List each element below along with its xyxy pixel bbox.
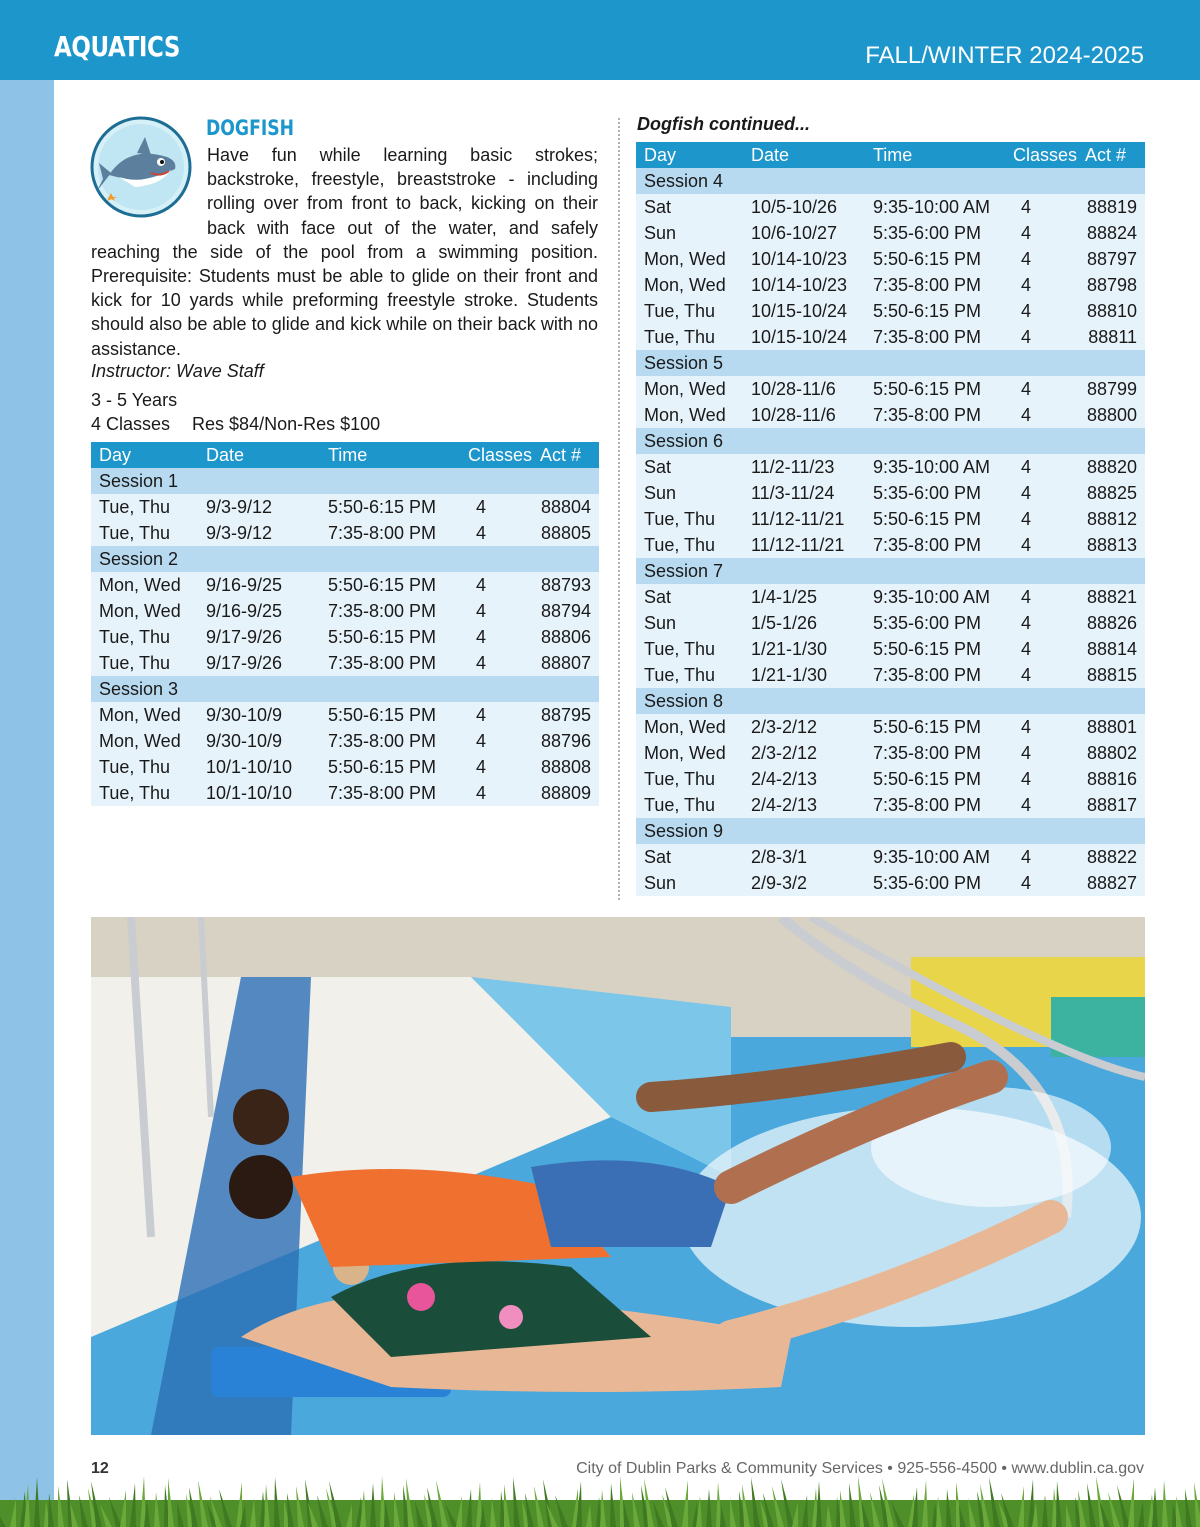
- table-row: [636, 740, 1145, 766]
- cell-classes: 4: [1005, 844, 1077, 870]
- cell-date: 9/3-9/12: [198, 494, 320, 520]
- cell-day: Tue, Thu: [636, 636, 743, 662]
- cell-time: 5:35-6:00 PM: [865, 220, 1005, 246]
- cell-day: Tue, Thu: [91, 624, 198, 650]
- grass-decoration: [0, 1470, 1200, 1527]
- cell-act: 88802: [1077, 740, 1145, 766]
- table-row: [636, 272, 1145, 298]
- table-row: [91, 650, 599, 676]
- section-title: AQUATICS: [54, 30, 180, 63]
- table-header-row: [636, 142, 1145, 168]
- cell-time: 7:35-8:00 PM: [865, 792, 1005, 818]
- table-row: [91, 702, 599, 728]
- cell-act: 88801: [1077, 714, 1145, 740]
- cell-classes: 4: [1005, 532, 1077, 558]
- table-row: [636, 870, 1145, 896]
- cell-day: Tue, Thu: [636, 532, 743, 558]
- table-row: [91, 780, 599, 806]
- cell-time: 7:35-8:00 PM: [320, 650, 460, 676]
- footer-contact: City of Dublin Parks & Community Services • 925-556-4500 • www.dublin.ca.gov: [576, 1460, 1144, 1477]
- table-row: [636, 220, 1145, 246]
- continued-label: Dogfish continued...: [637, 114, 810, 134]
- cell-act: 88822: [1077, 844, 1145, 870]
- cell-classes: 4: [1005, 324, 1077, 350]
- schedule-table-right: [636, 142, 1145, 896]
- cell-date: 10/6-10/27: [743, 220, 865, 246]
- schedule-table-left: [91, 442, 599, 806]
- cell-classes: 4: [1005, 636, 1077, 662]
- cell-time: 5:50-6:15 PM: [865, 298, 1005, 324]
- cell-day: Mon, Wed: [636, 246, 743, 272]
- cell-time: 5:50-6:15 PM: [865, 376, 1005, 402]
- price: Res $84/Non-Res $100: [192, 414, 381, 434]
- cell-date: 9/16-9/25: [198, 572, 320, 598]
- table-row: [91, 728, 599, 754]
- session-label: Session 9: [636, 818, 1145, 844]
- cell-date: 2/3-2/12: [743, 740, 865, 766]
- header-classes: Classes: [460, 442, 532, 468]
- cell-time: 9:35-10:00 AM: [865, 844, 1005, 870]
- session-label: Session 6: [636, 428, 1145, 454]
- cell-classes: 4: [1005, 298, 1077, 324]
- cell-day: Sat: [636, 454, 743, 480]
- cell-classes: 4: [1005, 766, 1077, 792]
- cell-act: 88800: [1077, 402, 1145, 428]
- cell-classes: 4: [1005, 662, 1077, 688]
- cell-classes: 4: [1005, 870, 1077, 896]
- class-description: [91, 143, 598, 361]
- table-row: [91, 572, 599, 598]
- table-header-row: [91, 442, 599, 468]
- session-label: Session 3: [91, 676, 599, 702]
- cell-date: 9/30-10/9: [198, 728, 320, 754]
- cell-classes: 4: [1005, 714, 1077, 740]
- table-row: [91, 598, 599, 624]
- cell-date: 2/4-2/13: [743, 766, 865, 792]
- cell-day: Mon, Wed: [636, 714, 743, 740]
- table-row: [636, 246, 1145, 272]
- cell-act: 88827: [1077, 870, 1145, 896]
- cell-act: 88816: [1077, 766, 1145, 792]
- cell-act: 88805: [532, 520, 599, 546]
- cell-classes: 4: [1005, 480, 1077, 506]
- header-day: Day: [636, 142, 743, 168]
- table-row: [636, 376, 1145, 402]
- table-row: [636, 402, 1145, 428]
- cell-time: 5:50-6:15 PM: [320, 624, 460, 650]
- session-label: Session 8: [636, 688, 1145, 714]
- cell-act: 88799: [1077, 376, 1145, 402]
- header-act: Act #: [1077, 142, 1145, 168]
- cell-day: Tue, Thu: [91, 494, 198, 520]
- cell-time: 5:35-6:00 PM: [865, 870, 1005, 896]
- cell-day: Tue, Thu: [636, 298, 743, 324]
- cell-date: 2/9-3/2: [743, 870, 865, 896]
- header-day: Day: [91, 442, 198, 468]
- class-fees: [91, 414, 380, 435]
- table-row: [636, 506, 1145, 532]
- header-date: Date: [198, 442, 320, 468]
- cell-classes: 4: [1005, 610, 1077, 636]
- class-title: DOGFISH: [206, 116, 295, 140]
- cell-act: 88809: [532, 780, 599, 806]
- table-row: [636, 584, 1145, 610]
- age-range: 3 - 5 Years: [91, 390, 178, 410]
- cell-date: 11/12-11/21: [743, 532, 865, 558]
- column-divider: [618, 118, 620, 900]
- cell-day: Mon, Wed: [91, 572, 198, 598]
- cell-date: 11/3-11/24: [743, 480, 865, 506]
- cell-act: 88804: [532, 494, 599, 520]
- cell-time: 7:35-8:00 PM: [865, 740, 1005, 766]
- cell-time: 5:50-6:15 PM: [865, 506, 1005, 532]
- cell-time: 5:50-6:15 PM: [320, 702, 460, 728]
- session-row: [91, 468, 599, 494]
- cell-day: Mon, Wed: [91, 598, 198, 624]
- cell-time: 7:35-8:00 PM: [865, 272, 1005, 298]
- cell-day: Mon, Wed: [636, 376, 743, 402]
- table-row: [636, 610, 1145, 636]
- cell-time: 5:50-6:15 PM: [320, 572, 460, 598]
- session-label: Session 5: [636, 350, 1145, 376]
- table-row: [636, 792, 1145, 818]
- cell-classes: 4: [1005, 402, 1077, 428]
- table-row: [636, 480, 1145, 506]
- cell-day: Tue, Thu: [91, 520, 198, 546]
- cell-date: 11/12-11/21: [743, 506, 865, 532]
- cell-time: 9:35-10:00 AM: [865, 584, 1005, 610]
- cell-classes: 4: [1005, 220, 1077, 246]
- cell-day: Mon, Wed: [636, 272, 743, 298]
- table-row: [636, 766, 1145, 792]
- cell-act: 88794: [532, 598, 599, 624]
- cell-date: 10/15-10/24: [743, 324, 865, 350]
- table-row: [91, 624, 599, 650]
- cell-date: 10/1-10/10: [198, 754, 320, 780]
- cell-act: 88806: [532, 624, 599, 650]
- table-row: [91, 520, 599, 546]
- cell-classes: 4: [460, 624, 532, 650]
- cell-act: 88815: [1077, 662, 1145, 688]
- cell-day: Sun: [636, 610, 743, 636]
- session-label: Session 7: [636, 558, 1145, 584]
- cell-classes: 4: [1005, 792, 1077, 818]
- header-time: Time: [865, 142, 1005, 168]
- season-label: FALL/WINTER 2024-2025: [865, 42, 1144, 69]
- cell-date: 1/21-1/30: [743, 662, 865, 688]
- side-bar: [0, 80, 54, 1527]
- class-count: 4 Classes: [91, 414, 171, 434]
- cell-act: 88796: [532, 728, 599, 754]
- cell-time: 7:35-8:00 PM: [320, 598, 460, 624]
- description-text: Have fun while learning basic strokes; backstroke, freestyle, breaststroke - including rolling over from front to back, kicking on their back with face out of the water, and safely reaching the side of the pool from a swimming position. Prerequisite: Students must be able to glide on their front and kick for 10 yards while preforming freestyle stroke. Students should also be able to glide and kick while on their back with no assistance.: [91, 145, 598, 359]
- cell-date: 10/28-11/6: [743, 402, 865, 428]
- header-date: Date: [743, 142, 865, 168]
- table-row: [636, 454, 1145, 480]
- page-header: [0, 0, 1200, 80]
- cell-date: 9/16-9/25: [198, 598, 320, 624]
- cell-act: 88819: [1077, 194, 1145, 220]
- cell-classes: 4: [460, 728, 532, 754]
- table-row: [91, 754, 599, 780]
- header-act: Act #: [532, 442, 599, 468]
- cell-act: 88807: [532, 650, 599, 676]
- cell-act: 88825: [1077, 480, 1145, 506]
- table-row: [636, 844, 1145, 870]
- cell-day: Sat: [636, 194, 743, 220]
- session-row: [636, 350, 1145, 376]
- cell-day: Tue, Thu: [636, 792, 743, 818]
- cell-time: 9:35-10:00 AM: [865, 194, 1005, 220]
- cell-day: Tue, Thu: [636, 766, 743, 792]
- cell-date: 2/4-2/13: [743, 792, 865, 818]
- cell-classes: 4: [1005, 194, 1077, 220]
- header-classes: Classes: [1005, 142, 1077, 168]
- cell-time: 7:35-8:00 PM: [865, 402, 1005, 428]
- cell-time: 5:35-6:00 PM: [865, 480, 1005, 506]
- cell-act: 88812: [1077, 506, 1145, 532]
- cell-act: 88814: [1077, 636, 1145, 662]
- cell-act: 88817: [1077, 792, 1145, 818]
- cell-day: Mon, Wed: [636, 740, 743, 766]
- cell-day: Mon, Wed: [91, 728, 198, 754]
- cell-date: 1/21-1/30: [743, 636, 865, 662]
- session-row: [636, 168, 1145, 194]
- table-row: [636, 662, 1145, 688]
- session-label: Session 1: [91, 468, 599, 494]
- cell-time: 9:35-10:00 AM: [865, 454, 1005, 480]
- cell-classes: 4: [460, 754, 532, 780]
- cell-day: Mon, Wed: [636, 402, 743, 428]
- session-row: [636, 428, 1145, 454]
- cell-day: Sat: [636, 584, 743, 610]
- cell-date: 2/3-2/12: [743, 714, 865, 740]
- session-row: [636, 558, 1145, 584]
- instructor: Instructor: Wave Staff: [91, 361, 264, 381]
- cell-day: Sat: [636, 844, 743, 870]
- cell-classes: 4: [1005, 376, 1077, 402]
- table-row: [636, 532, 1145, 558]
- table-row: [636, 636, 1145, 662]
- cell-time: 7:35-8:00 PM: [320, 728, 460, 754]
- header-time: Time: [320, 442, 460, 468]
- page-number: 12: [91, 1460, 109, 1477]
- cell-classes: 4: [460, 494, 532, 520]
- cell-date: 9/3-9/12: [198, 520, 320, 546]
- table-row: [636, 298, 1145, 324]
- cell-time: 5:50-6:15 PM: [320, 494, 460, 520]
- cell-day: Tue, Thu: [636, 506, 743, 532]
- cell-act: 88810: [1077, 298, 1145, 324]
- cell-classes: 4: [460, 780, 532, 806]
- cell-date: 9/17-9/26: [198, 650, 320, 676]
- cell-time: 5:50-6:15 PM: [865, 714, 1005, 740]
- cell-day: Tue, Thu: [91, 780, 198, 806]
- cell-act: 88808: [532, 754, 599, 780]
- cell-classes: 4: [1005, 246, 1077, 272]
- cell-day: Tue, Thu: [636, 324, 743, 350]
- session-row: [91, 676, 599, 702]
- cell-date: 10/14-10/23: [743, 272, 865, 298]
- cell-date: 1/4-1/25: [743, 584, 865, 610]
- cell-classes: 4: [460, 520, 532, 546]
- cell-day: Tue, Thu: [91, 650, 198, 676]
- cell-time: 5:35-6:00 PM: [865, 610, 1005, 636]
- cell-classes: 4: [1005, 454, 1077, 480]
- table-row: [636, 324, 1145, 350]
- cell-time: 7:35-8:00 PM: [320, 780, 460, 806]
- cell-time: 7:35-8:00 PM: [865, 532, 1005, 558]
- cell-classes: 4: [460, 650, 532, 676]
- cell-date: 10/14-10/23: [743, 246, 865, 272]
- cell-day: Sun: [636, 870, 743, 896]
- cell-date: 10/28-11/6: [743, 376, 865, 402]
- cell-act: 88813: [1077, 532, 1145, 558]
- table-row: [636, 714, 1145, 740]
- session-row: [91, 546, 599, 572]
- cell-date: 9/17-9/26: [198, 624, 320, 650]
- cell-time: 5:50-6:15 PM: [320, 754, 460, 780]
- cell-date: 2/8-3/1: [743, 844, 865, 870]
- cell-date: 11/2-11/23: [743, 454, 865, 480]
- cell-classes: 4: [1005, 740, 1077, 766]
- cell-day: Tue, Thu: [636, 662, 743, 688]
- cell-classes: 4: [1005, 272, 1077, 298]
- cell-day: Sun: [636, 220, 743, 246]
- cell-act: 88820: [1077, 454, 1145, 480]
- table-row: [91, 494, 599, 520]
- session-row: [636, 688, 1145, 714]
- cell-day: Mon, Wed: [91, 702, 198, 728]
- cell-classes: 4: [460, 572, 532, 598]
- table-row: [636, 194, 1145, 220]
- cell-date: 10/5-10/26: [743, 194, 865, 220]
- cell-day: Sun: [636, 480, 743, 506]
- cell-act: 88797: [1077, 246, 1145, 272]
- cell-time: 5:50-6:15 PM: [865, 636, 1005, 662]
- swim-class-photo: [91, 917, 1145, 1435]
- cell-act: 88811: [1077, 324, 1145, 350]
- session-label: Session 4: [636, 168, 1145, 194]
- cell-classes: 4: [1005, 506, 1077, 532]
- cell-classes: 4: [460, 598, 532, 624]
- cell-act: 88798: [1077, 272, 1145, 298]
- cell-date: 9/30-10/9: [198, 702, 320, 728]
- cell-classes: 4: [1005, 584, 1077, 610]
- cell-act: 88821: [1077, 584, 1145, 610]
- cell-time: 7:35-8:00 PM: [865, 324, 1005, 350]
- cell-act: 88795: [532, 702, 599, 728]
- cell-date: 1/5-1/26: [743, 610, 865, 636]
- cell-time: 7:35-8:00 PM: [320, 520, 460, 546]
- cell-act: 88793: [532, 572, 599, 598]
- cell-time: 5:50-6:15 PM: [865, 246, 1005, 272]
- cell-day: Tue, Thu: [91, 754, 198, 780]
- session-label: Session 2: [91, 546, 599, 572]
- cell-time: 5:50-6:15 PM: [865, 766, 1005, 792]
- cell-act: 88826: [1077, 610, 1145, 636]
- cell-act: 88824: [1077, 220, 1145, 246]
- cell-date: 10/1-10/10: [198, 780, 320, 806]
- cell-date: 10/15-10/24: [743, 298, 865, 324]
- session-row: [636, 818, 1145, 844]
- cell-classes: 4: [460, 702, 532, 728]
- cell-time: 7:35-8:00 PM: [865, 662, 1005, 688]
